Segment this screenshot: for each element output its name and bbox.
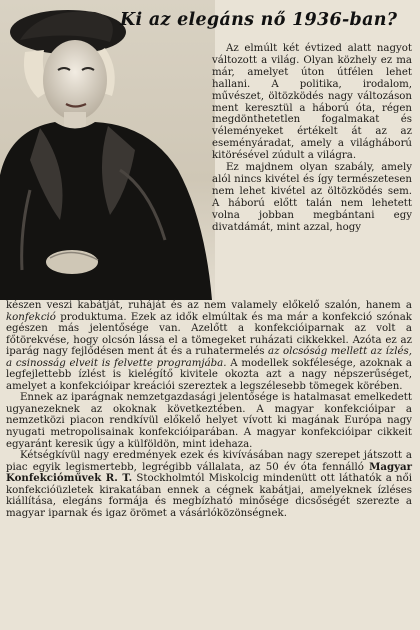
paragraph bbox=[6, 300, 412, 392]
emphasized-phrase: az olcsóság mellett az ízlés, a csinosság elveit is felvette programjába. bbox=[6, 346, 413, 369]
emphasized-word: konfekció bbox=[6, 311, 56, 323]
text-run: készen veszi kabátját, ruháját és az nem valamely előkelő szalón, hanem a bbox=[6, 300, 412, 311]
text-run: A modellek sokfélesége, azoknak a legfejlettebb ízlést is kielégítő kivitele okozta azt a nagy népszerűséget, amelyet a konfekcióipar kreációi szereztek a legszélesebb tömegek körében. bbox=[6, 357, 412, 392]
paragraph bbox=[6, 450, 412, 519]
right-column-text bbox=[212, 43, 412, 234]
company-name: Magyar Konfekcióművek R. T. bbox=[6, 460, 412, 485]
text-run: Kétségkívül nagy eredmények ezek és kivívásában nagy szerepet játszott a piac egyik legismertebb, legrégibb vállalata, az 50 év óta fennálló bbox=[6, 450, 412, 473]
fashion-photo bbox=[0, 0, 215, 300]
paragraph: Az elmúlt két évtized alatt nagyot változott a világ. Olyan közhely ez ma már, amelyet úton útfélen lehet hallani. A politika, irodalom, művészet, öltözködés nagy változáson ment keresztül a háború óta, régen megdönthetetlen fogalmakat és véleményeket értékelt át az az eseményáradat, amely a világháború kitörésével zúdult a világra. bbox=[212, 43, 412, 162]
woman-in-coat-illustration bbox=[0, 0, 215, 300]
full-width-text bbox=[6, 300, 412, 519]
text-run: Stockholmtól Miskolcig mindenütt ott láthatók a női konfekcióüzletek kirakatában ennek a cégnek kabátjai, amelyeknek ízléses kiállítása, elegáns formája és megbízható minősége dicsőségét szerezte a magyar iparnak és igaz örömet a vásárlóközönségnek. bbox=[6, 473, 412, 519]
text-run: produktuma. Ezek az idők elmúltak és ma már a konfekció szónak egészen más jelentősége van. Azelőtt a konfekcióiparnak az volt a főtörekvése, hogy olcsón lássa el a tömegeket ruházati cikkekkel. Azóta ez az iparág nagy fejlődésen ment át és a ruhatermelés bbox=[6, 311, 412, 358]
paragraph: Ennek az iparágnak nemzetgazdasági jelentősége is hatalmasat emelkedett ugyanezeknek az okoknak következtében. A magyar konfekcióipar a nemzetközi piacon rendkívül előkelő helyet vívott ki magának Európa nagy nyugati metropolisainak konfekcióiparában. A magyar konfekcióipar cikkeit egyaránt keresik úgy a külföldön, mint idehaza. bbox=[6, 392, 412, 450]
headline: Ki az elegáns nő 1936-ban? bbox=[120, 10, 398, 30]
paragraph: Ez majdnem olyan szabály, amely alól nincs kivétel és így természetesen nem lehet kivétel az öltözködés sem. A háború előtt talán nem lehetett volna jobban megbántani egy divatdámát, mint azzal, hogy bbox=[212, 162, 412, 233]
